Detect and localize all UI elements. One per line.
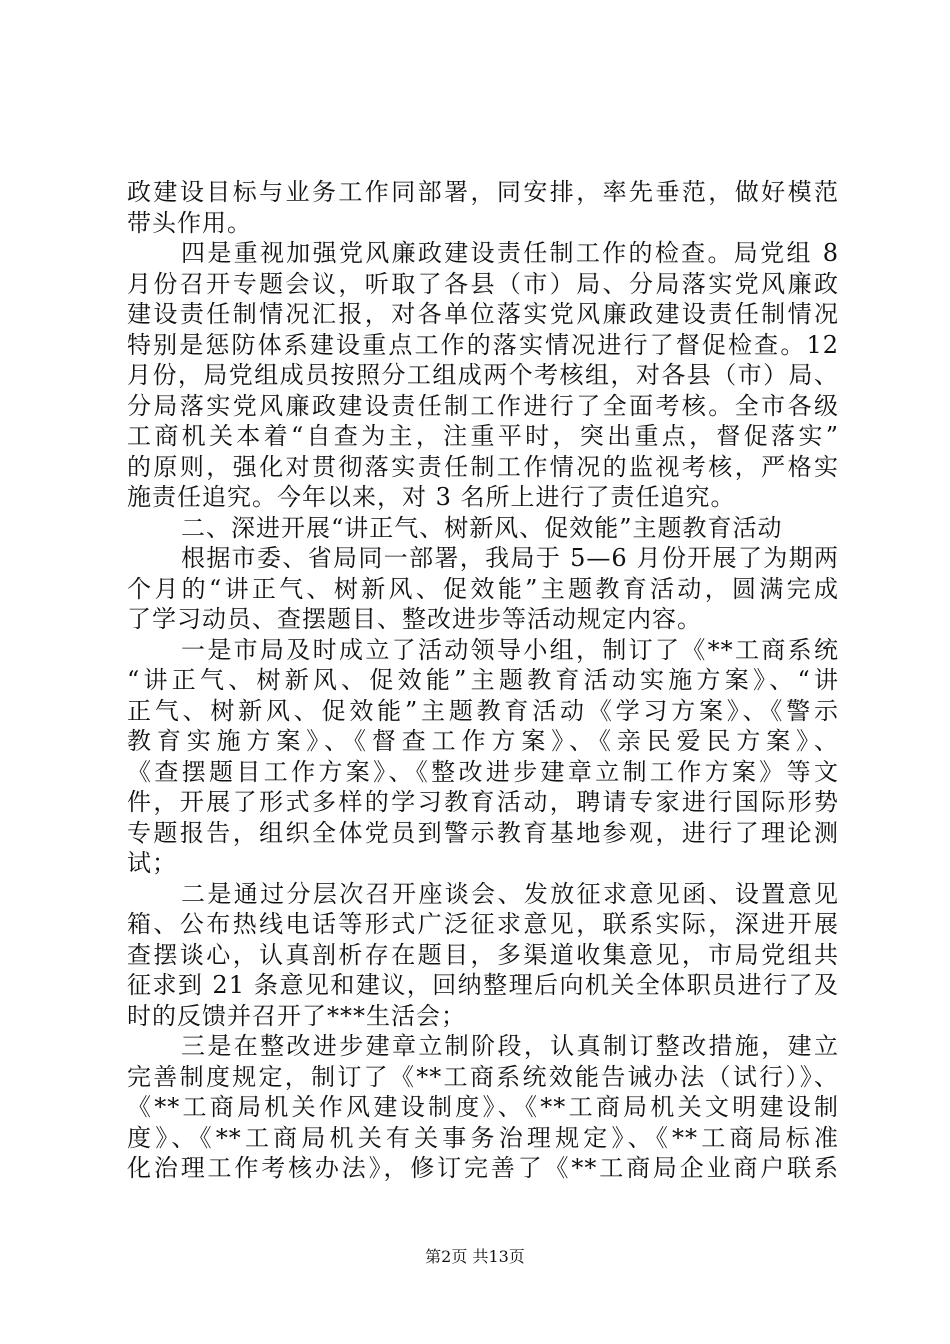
text-line: 三是在整改进步建章立制阶段，认真制订整改措施，建立 (181, 1032, 839, 1060)
text-line: 个月的“讲正气、树新风、促效能”主题教育活动，圆满完成 (127, 574, 839, 603)
text-line: 二是通过分层次召开座谈会、发放征求意见函、设置意见 (181, 879, 839, 908)
text-line: 二、深进开展“讲正气、树新风、促效能”主题教育活动 (181, 513, 783, 542)
text-line: 正气、树新风、促效能”主题教育活动《学习方案》、《警示 (127, 696, 839, 725)
text-line: 的原则，强化对贯彻落实责任制工作情况的监视考核，严格实 (127, 452, 839, 481)
text-line: 时的反馈并召开了***生活会； (127, 1001, 466, 1030)
text-line: 带头作用。 (127, 208, 252, 237)
text-line: 四是重视加强党风廉政建设责任制工作的检查。局党组 8 (181, 239, 839, 267)
text-line: 特别是惩防体系建设重点工作的落实情况进行了督促检查。12 (127, 330, 839, 359)
text-line: 征求到 21 条意见和建议，回纳整理后向机关全体职员进行了及 (127, 971, 839, 999)
text-line: “讲正气、树新风、促效能”主题教育活动实施方案》、“讲 (127, 666, 839, 694)
text-line: 专题报告，组织全体党员到警示教育基地参观，进行了理论测 (127, 818, 839, 847)
text-line: 工商机关本着“自查为主，注重平时，突出重点，督促落实” (127, 422, 839, 450)
text-line: 根据市委、省局同一部署，我局于 5—6 月份开展了为期两 (181, 544, 839, 572)
text-line: 政建设目标与业务工作同部署，同安排，率先垂范，做好模范 (127, 178, 839, 206)
text-line: 件，开展了形式多样的学习教育活动，聘请专家进行国际形势 (127, 788, 839, 816)
page-footer: 第2页 共13页 (425, 1247, 525, 1266)
text-line: 化治理工作考核办法》，修订完善了《**工商局企业商户联系 (127, 1154, 839, 1182)
text-line: 建设责任制情况汇报，对各单位落实党风廉政建设责任制情况 (127, 300, 839, 328)
text-line: 施责任追究。今年以来，对 3 名所上进行了责任追究。 (127, 483, 736, 511)
text-line: 度》、《**工商局机关有关事务治理规定》、《**工商局标准 (127, 1123, 839, 1152)
text-line: 月份召开专题会议，听取了各县（市）局、分局落实党风廉政 (127, 269, 839, 298)
text-line: 一是市局及时成立了活动领导小组，制订了《**工商系统 (181, 635, 839, 664)
text-line: 教育实施方案》、《督查工作方案》、《亲民爱民方案》、 (127, 727, 839, 755)
text-line: 月份，局党组成员按照分工组成两个考核组，对各县（市）局、 (127, 361, 839, 389)
text-line: 查摆谈心，认真剖析存在题目，多渠道收集意见，市局党组共 (127, 940, 839, 969)
text-line: 《**工商局机关作风建设制度》、《**工商局机关文明建设制 (127, 1093, 839, 1121)
text-line: 《查摆题目工作方案》、《整改进步建章立制工作方案》等文 (127, 757, 839, 786)
text-line: 分局落实党风廉政建设责任制工作进行了全面考核。全市各级 (127, 391, 839, 420)
text-line: 完善制度规定，制订了《**工商系统效能告诫办法（试行）》、 (127, 1062, 839, 1091)
text-line: 箱、公布热线电话等形式广泛征求意见，联系实际，深进开展 (127, 910, 839, 938)
text-line: 试； (127, 849, 177, 877)
document-body (127, 177, 839, 1184)
text-line: 了学习动员、查摆题目、整改进步等活动规定内容。 (127, 605, 702, 633)
